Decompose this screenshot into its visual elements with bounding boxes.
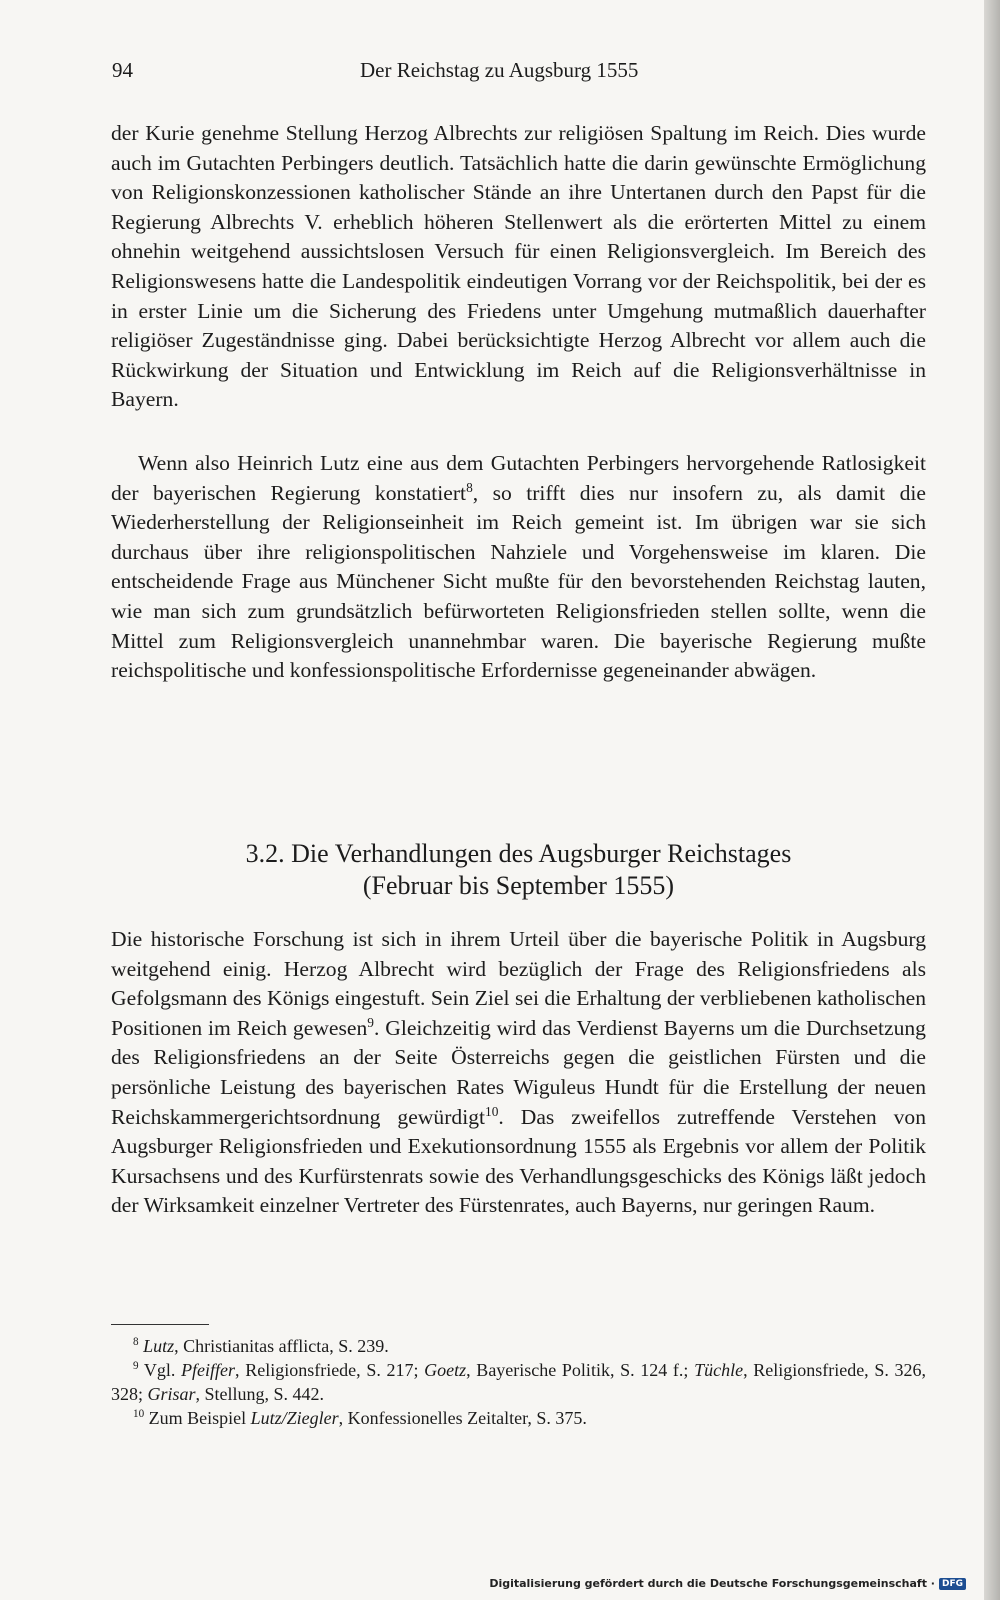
footnote-8-text: , Christianitas afflicta, S. 239.	[174, 1336, 389, 1356]
footnote-ref-10[interactable]: 10	[485, 1103, 499, 1119]
paragraph-3	[111, 925, 926, 1221]
footnote-10-author: Lutz/Ziegler	[250, 1408, 339, 1428]
paragraph-3-text-b: . Gleichzeitig wird das Verdienst Bayerns um die Durchsetzung des Religionsfriedens an der Seite Österreichs gegen die geistlichen Fürsten und die persönliche Leistung des bayerischen Rates Wiguleus Hundt für die Erstellung der neuen Reichskammergerichtsordnung gewürdigt	[111, 1015, 926, 1129]
section-heading-line-2: (Februar bis September 1555)	[362, 871, 675, 900]
paragraph-1	[111, 119, 926, 415]
footnote-ref-9[interactable]: 9	[367, 1014, 374, 1030]
dfg-logo-icon: DFG	[939, 1578, 966, 1590]
footnote-9-author-2: Goetz	[424, 1360, 467, 1380]
footnote-10-text: , Konfessionelles Zeitalter, S. 375.	[338, 1408, 587, 1428]
running-title: Der Reichstag zu Augsburg 1555	[360, 58, 639, 82]
paragraph-3-text-a: Die historische Forschung ist sich in ihrem Urteil über die bayerische Politik in Augsburg weitgehend einig. Herzog Albrecht wird bezüglich der Frage des Religionsfriedens als Gefolgsmann des Königs eingestuft. Sein Ziel sei die Erhaltung der verbliebenen katholischen Positionen im Reich gewesen	[111, 927, 926, 1040]
footnote-8-number: 8	[133, 1336, 139, 1348]
paragraph-2	[111, 449, 926, 686]
footnote-9-text-3: , Religionsfriede, S. 326, 328;	[111, 1360, 927, 1404]
footnote-8	[111, 1334, 926, 1358]
paragraph-2-text-a: Wenn also Heinrich Lutz eine aus dem Gutachten Perbingers hervorgehende Ratlosigkeit der bayerischen Regierung konstatiert	[111, 451, 926, 505]
footnote-ref-8[interactable]: 8	[466, 479, 473, 495]
footnote-9-text-2: , Bayerische Politik, S. 124 f.;	[466, 1360, 695, 1380]
footnote-9	[111, 1358, 926, 1406]
paragraph-2-text-b: , so trifft dies nur insofern zu, als damit die Wiederherstellung der Religionseinheit im Reich gemeint ist. Im übrigen war sie sich durchaus über ihre religionspolitischen Nahziele und Vorgehensweise im klaren. Die entscheidende Frage aus Münchener Sicht mußte für den bevorstehenden Reichstag lauten, wie man sich zum grundsätzlich befürworteten Religionsfrieden stellen sollte, wenn die Mittel zum Religionsvergleich unannehmbar waren. Die bayerische Regierung mußte reichspolitische und konfessionspolitische Erfordernisse gegeneinander abwägen.	[111, 480, 926, 683]
footnote-10	[111, 1406, 926, 1430]
page-edge-shadow	[984, 0, 1000, 1600]
footnote-9-number: 9	[133, 1360, 139, 1372]
section-heading	[111, 838, 926, 902]
footnote-9-lead: Vgl.	[138, 1360, 182, 1380]
footnotes	[111, 1334, 926, 1430]
page-number: 94	[112, 58, 133, 82]
footnote-9-text-1: , Religionsfriede, S. 217;	[235, 1360, 425, 1380]
section-heading-line-1: 3.2. Die Verhandlungen des Augsburger Reichstages	[245, 839, 792, 868]
digitization-credit	[489, 1577, 966, 1590]
paragraph-3-text-c: . Das zweifellos zutreffende Verstehen von Augsburger Religionsfrieden und Exekutionsordnung 1555 als Ergebnis vor allem der Politik Kursachsens und des Kurfürstenrats sowie des Verhandlungsgeschicks des Königs läßt jedoch der Wirksamkeit einzelner Vertreter des Fürstenrates, auch Bayerns, nur geringen Raum.	[111, 1104, 927, 1218]
footnote-9-text-4: , Stellung, S. 442.	[195, 1384, 325, 1404]
footnote-divider	[111, 1324, 209, 1325]
footnote-8-author: Lutz	[143, 1336, 175, 1356]
footnote-9-author-3: Tüchle	[694, 1360, 744, 1380]
footnote-9-author-1: Pfeiffer	[181, 1360, 236, 1380]
footnote-10-number: 10	[133, 1408, 145, 1420]
paragraph-1-text: der Kurie genehme Stellung Herzog Albrechts zur religiösen Spaltung im Reich. Dies wurde auch im Gutachten Perbingers deutlich. Tatsächlich hatte die darin gewünschte Ermöglichung von Religionskonzessionen katholischer Stände an ihre Untertanen durch den Papst für die Regierung Albrechts V. erheblich höheren Stellenwert als die erörterten Mittel zu einem ohnehin weitgehend aussichtslosen Versuch für einen Religionsvergleich. Im Bereich des Religionswesens hatte die Landespolitik eindeutigen Vorrang vor der Reichspolitik, bei der es in erster Linie um die Sicherung des Friedens unter Umgehung mutmaßlich dauerhafter religiöser Zugeständnisse ging. Dabei berücksichtigte Herzog Albrecht vor allem auch die Rückwirkung der Situation und Entwicklung im Reich auf die Religionsverhältnisse in Bayern.	[111, 121, 926, 412]
footnote-10-lead: Zum Beispiel	[144, 1408, 251, 1428]
footnote-9-author-4: Grisar	[147, 1384, 196, 1404]
digitization-credit-text: Digitalisierung gefördert durch die Deutsche Forschungsgemeinschaft ·	[489, 1577, 935, 1590]
